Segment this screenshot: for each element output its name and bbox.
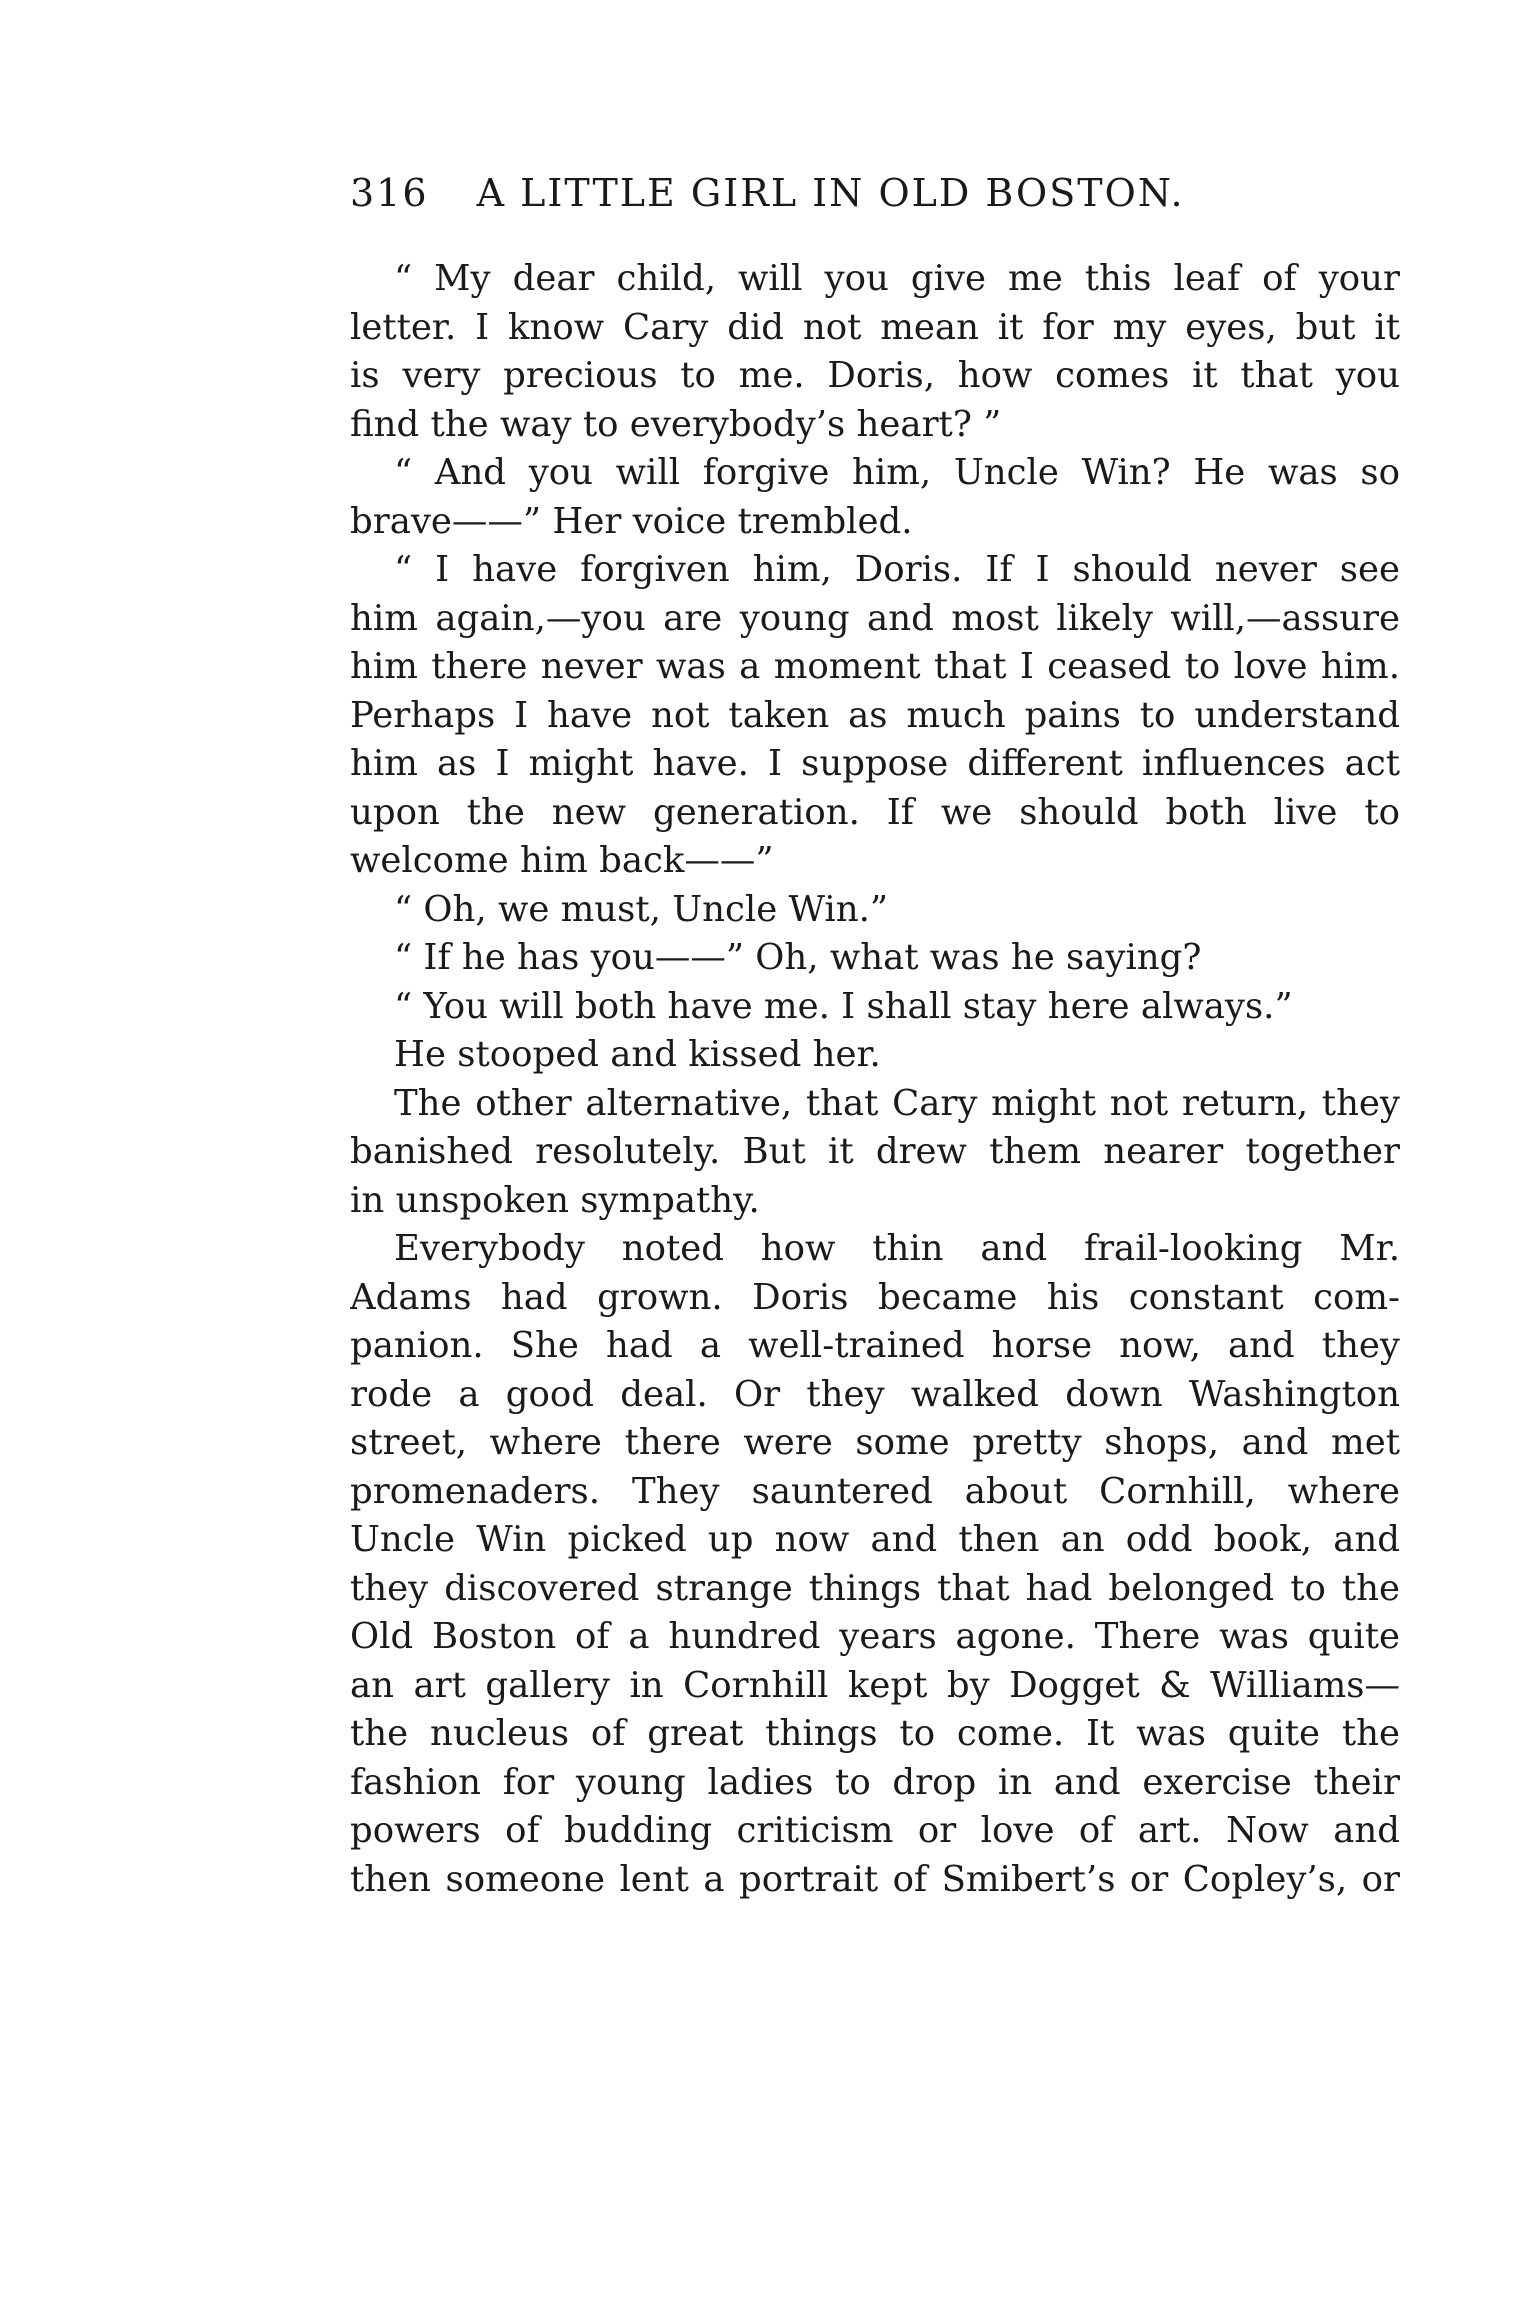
text-line: The other alternative, that Cary might not return, they xyxy=(394,1082,1400,1124)
text-line: street, where there were some pretty shops, and met xyxy=(350,1422,1400,1463)
running-title: A LITTLE GIRL IN OLD BOSTON. xyxy=(476,171,1185,215)
text-line: is very precious to me. Doris, how comes it that you xyxy=(350,355,1400,396)
text-line: “ You will both have me. I shall stay here always.” xyxy=(394,985,1293,1027)
text-line: “ I have forgiven him, Doris. If I should never see xyxy=(394,549,1400,590)
text-line: “ And you will forgive him, Uncle Win? He was so xyxy=(394,452,1400,493)
text-line: promenaders. They sauntered about Cornhill, where xyxy=(350,1470,1400,1512)
text-line: find the way to everybody’s heart? ” xyxy=(350,403,1002,445)
text-line: powers of budding criticism or love of art. Now and xyxy=(350,1810,1400,1851)
page-number: 316 xyxy=(350,171,429,215)
running-header xyxy=(350,168,1350,218)
text-line: banished resolutely. But it drew them nearer together xyxy=(350,1131,1400,1172)
text-line: welcome him back——” xyxy=(350,840,774,881)
text-line: brave——” Her voice trembled. xyxy=(350,500,913,542)
text-line: He stooped and kissed her. xyxy=(394,1034,881,1075)
text-line: in unspoken sympathy. xyxy=(350,1179,760,1221)
text-line: panion. She had a well-trained horse now, and they xyxy=(350,1325,1400,1366)
body-text xyxy=(350,255,1400,1904)
text-line: Adams had grown. Doris became his constant com- xyxy=(350,1276,1400,1318)
text-line: him as I might have. I suppose different influences act xyxy=(350,743,1400,784)
text-line: Old Boston of a hundred years agone. There was quite xyxy=(350,1616,1400,1657)
text-line: upon the new generation. If we should both live to xyxy=(350,791,1400,833)
text-line: Perhaps I have not taken as much pains to understand xyxy=(350,694,1400,736)
text-line: they discovered strange things that had belonged to the xyxy=(350,1567,1400,1609)
text-line: “ Oh, we must, Uncle Win.” xyxy=(394,888,889,930)
text-line: him again,—you are young and most likely will,—assure xyxy=(350,597,1400,639)
text-line: the nucleus of great things to come. It was quite the xyxy=(350,1713,1400,1754)
text-line: him there never was a moment that I ceased to love him. xyxy=(350,646,1400,687)
text-line: an art gallery in Cornhill kept by Dogget & Williams— xyxy=(350,1664,1400,1706)
text-line: Uncle Win picked up now and then an odd book, and xyxy=(350,1519,1400,1560)
text-line: letter. I know Cary did not mean it for my eyes, but it xyxy=(350,306,1400,348)
text-line: “ If he has you——” Oh, what was he saying? xyxy=(394,937,1202,978)
text-line: then someone lent a portrait of Smibert’s or Copley’s, or xyxy=(350,1858,1400,1900)
text-line: “ My dear child, will you give me this leaf of your xyxy=(394,258,1400,299)
text-line: fashion for young ladies to drop in and exercise their xyxy=(350,1761,1400,1803)
text-line: rode a good deal. Or they walked down Washington xyxy=(350,1373,1400,1415)
text-line: Everybody noted how thin and frail-looking Mr. xyxy=(394,1228,1400,1269)
